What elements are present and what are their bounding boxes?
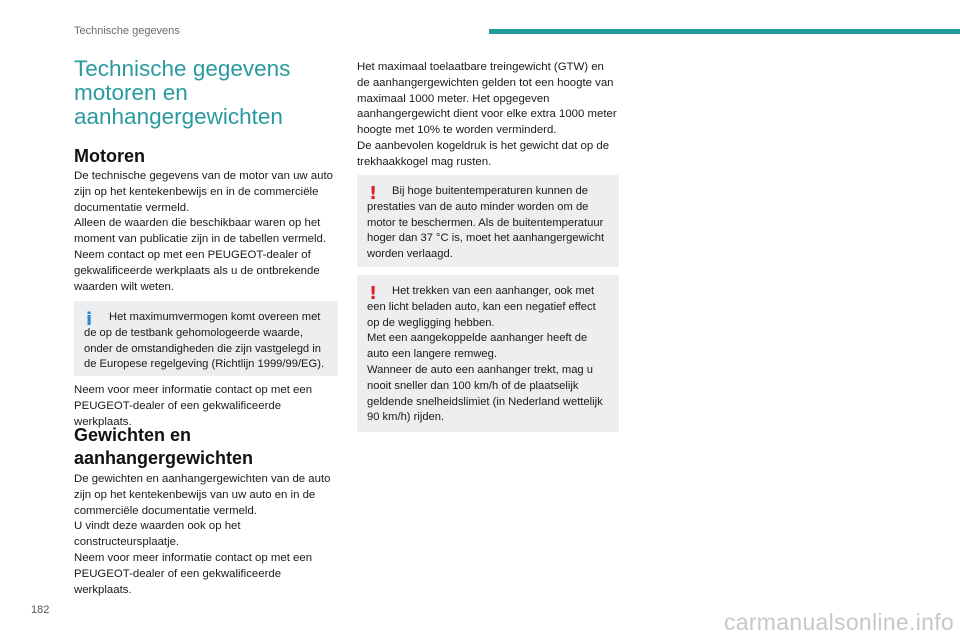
- paragraph: De aanbevolen kogeldruk is het gewicht dat op de trekhaakkogel mag rusten.: [357, 139, 610, 168]
- warning-note-line: Wanneer de auto een aanhanger trekt, mag u nooit sneller dan 100 km/h of de plaatselijk geldende snelheidslimiet (in Nederland wettelijk 90 km/h) rijden.: [367, 363, 603, 424]
- paragraph: De technische gegevens van de motor van uw auto zijn op het kentekenbewijs en in de commerciële documentatie vermeld.: [74, 170, 333, 214]
- warning-note-temperature: [357, 175, 619, 267]
- header-accent-bar: [489, 29, 960, 34]
- info-icon: i: [86, 309, 93, 330]
- gewichten-body: [74, 472, 336, 598]
- section-heading-motoren: Motoren: [74, 146, 145, 166]
- section-heading-gewichten: Gewichten en aanhangergewichten: [74, 425, 254, 468]
- paragraph: Neem voor meer informatie contact op met een PEUGEOT-dealer of een gekwalificeerde werkplaats.: [74, 551, 313, 596]
- warning-note-line: Met een aangekoppelde aanhanger heeft de auto een langere remweg.: [367, 332, 588, 361]
- paragraph: Alleen de waarden die beschikbaar waren op het moment van publicatie zijn in de tabellen vermeld. Neem contact op met een PEUGEOT-dealer of gekwalificeerde werkplaats als u de ontbrekende waarden wilt weten.: [74, 217, 326, 293]
- right-column-body: [357, 60, 619, 171]
- info-note: [74, 301, 338, 376]
- info-note-text: Het maximumvermogen komt overeen met de op de testbank gehomologeerde waarde, onder de omstandigheden die zijn vastgelegd in de Europese regelgeving (Richtlijn 1999/99/EG).: [84, 311, 325, 371]
- page-number: 182: [31, 604, 50, 616]
- warning-icon: !: [369, 283, 378, 304]
- warning-note-text: Bij hoge buitentemperaturen kunnen de prestaties van de auto minder worden om de motor te beschermen. Als de buitentemperatuur hoger dan 37 °C is, moet het aanhangergewicht worden verlaagd.: [367, 185, 605, 261]
- motoren-contact-text: Neem voor meer informatie contact op met een PEUGEOT-dealer of een gekwalificeerde werkplaats.: [74, 384, 313, 428]
- warning-note-line: Het trekken van een aanhanger, ook met een licht beladen auto, kan een negatief effect op de wegligging hebben.: [367, 285, 596, 329]
- warning-note-trailer: [357, 275, 619, 432]
- watermark: carmanualsonline.info: [723, 609, 954, 635]
- paragraph: Het maximaal toelaatbare treingewicht (GTW) en de aanhangergewichten gelden tot een hoogte van maximaal 1000 meter. Het opgegeven aanhangergewicht dient voor elke extra 1000 meter hoogte met 10% te worden verminderd.: [357, 61, 617, 137]
- warning-icon: !: [369, 183, 378, 204]
- paragraph: U vindt deze waarden ook op het constructeursplaatje.: [74, 520, 241, 549]
- running-header: Technische gegevens: [74, 25, 180, 37]
- paragraph: De gewichten en aanhangergewichten van de auto zijn op het kentekenbewijs van uw auto en in de commerciële documentatie vermeld.: [74, 473, 331, 517]
- page-title: Technische gegevens motoren en aanhangergewichten: [74, 56, 291, 129]
- motoren-body: [74, 169, 336, 295]
